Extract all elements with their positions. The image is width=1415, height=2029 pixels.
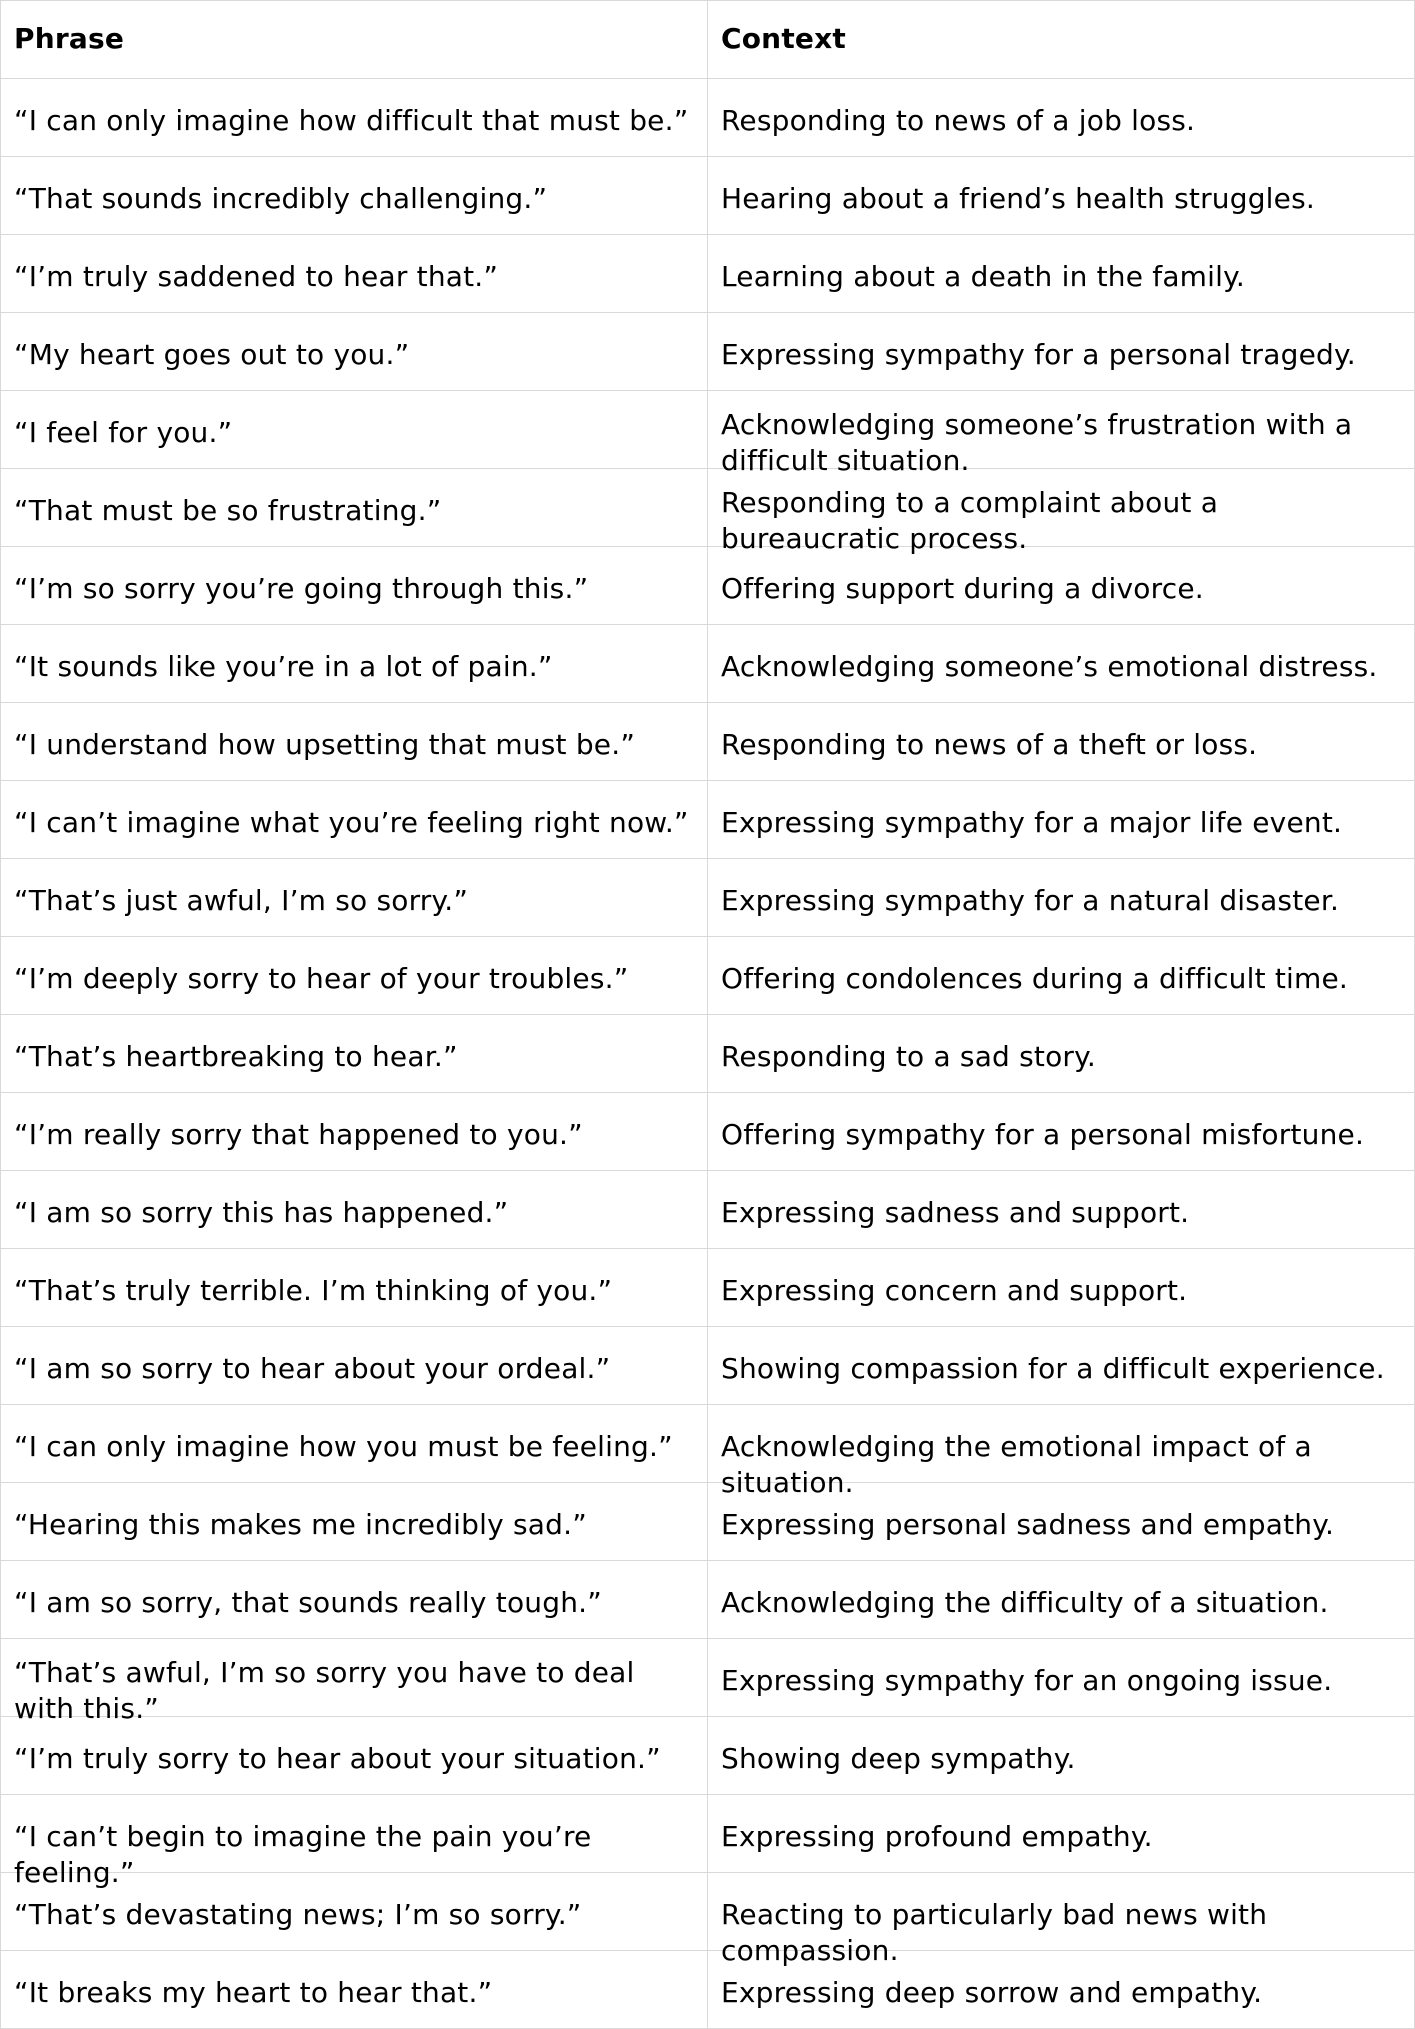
phrase-cell <box>1 625 708 703</box>
phrase-text: “That must be so frustrating.” <box>14 494 442 527</box>
context-cell <box>708 313 1415 391</box>
phrase-cell <box>1 1795 708 1889</box>
table-row <box>1 1951 1415 2029</box>
context-cell <box>708 1171 1415 1249</box>
phrase-cell <box>1 547 708 625</box>
table-row <box>1 1093 1415 1171</box>
context-cell <box>708 1015 1415 1093</box>
context-cell <box>708 859 1415 937</box>
phrase-cell <box>1 859 708 937</box>
table-row <box>1 157 1415 235</box>
context-cell <box>708 1717 1415 1795</box>
table-row <box>1 781 1415 859</box>
table-row <box>1 313 1415 391</box>
context-text: Hearing about a friend’s health struggles. <box>721 182 1315 215</box>
context-text: Expressing sympathy for a natural disaster. <box>721 884 1340 917</box>
phrase-cell <box>1 1639 708 1725</box>
table-row <box>1 1561 1415 1639</box>
table-row <box>1 1249 1415 1327</box>
context-cell <box>708 781 1415 859</box>
table-row <box>1 79 1415 157</box>
phrase-text: “It breaks my heart to hear that.” <box>14 1976 493 2009</box>
context-cell <box>708 391 1415 477</box>
context-text: Expressing personal sadness and empathy. <box>721 1508 1335 1541</box>
table-row <box>1 703 1415 781</box>
context-text: Responding to news of a job loss. <box>721 104 1196 137</box>
context-cell <box>708 547 1415 625</box>
context-text: Offering condolences during a difficult time. <box>721 962 1349 995</box>
table-row <box>1 391 1415 469</box>
table-row <box>1 937 1415 1015</box>
context-text: Acknowledging someone’s emotional distress. <box>721 650 1378 683</box>
phrase-cell <box>1 469 708 547</box>
phrase-text: “That’s truly terrible. I’m thinking of you.” <box>14 1274 613 1307</box>
context-cell <box>708 1561 1415 1639</box>
context-cell <box>708 79 1415 157</box>
context-text: Acknowledging the difficulty of a situation. <box>721 1586 1329 1619</box>
table-row <box>1 1327 1415 1405</box>
table-row <box>1 1483 1415 1561</box>
table-row <box>1 1873 1415 1951</box>
table-row <box>1 1171 1415 1249</box>
context-text: Showing deep sympathy. <box>721 1742 1076 1775</box>
phrase-text: “I’m truly sorry to hear about your situation.” <box>14 1742 661 1775</box>
phrase-cell <box>1 1483 708 1561</box>
context-text: Expressing sympathy for a personal tragedy. <box>721 338 1356 371</box>
phrase-cell <box>1 1951 708 2029</box>
context-text: Reacting to particularly bad news with compassion. <box>721 1898 1268 1967</box>
context-cell <box>708 157 1415 235</box>
phrase-text: “I am so sorry this has happened.” <box>14 1196 509 1229</box>
context-text: Expressing concern and support. <box>721 1274 1188 1307</box>
phrase-cell <box>1 703 708 781</box>
table-row <box>1 547 1415 625</box>
phrase-cell <box>1 235 708 313</box>
header-phrase-label: Phrase <box>14 22 125 55</box>
phrase-cell <box>1 1561 708 1639</box>
header-phrase <box>1 1 708 79</box>
phrase-cell <box>1 937 708 1015</box>
phrase-text: “I feel for you.” <box>14 416 233 449</box>
context-text: Offering support during a divorce. <box>721 572 1204 605</box>
context-cell <box>708 1405 1415 1499</box>
table-row <box>1 1405 1415 1483</box>
table-row <box>1 1717 1415 1795</box>
phrase-text: “I’m deeply sorry to hear of your troubles.” <box>14 962 629 995</box>
phrase-cell <box>1 391 708 469</box>
phrase-cell <box>1 1093 708 1171</box>
context-text: Learning about a death in the family. <box>721 260 1245 293</box>
phrase-text: “It sounds like you’re in a lot of pain.” <box>14 650 553 683</box>
context-cell <box>708 703 1415 781</box>
phrase-text: “That’s heartbreaking to hear.” <box>14 1040 458 1073</box>
context-cell <box>708 1873 1415 1967</box>
phrase-cell <box>1 1717 708 1795</box>
phrase-text: “I am so sorry to hear about your ordeal.” <box>14 1352 611 1385</box>
context-text: Showing compassion for a difficult experience. <box>721 1352 1385 1385</box>
phrase-text: “I understand how upsetting that must be.” <box>14 728 636 761</box>
phrase-text: “That sounds incredibly challenging.” <box>14 182 548 215</box>
phrase-cell <box>1 781 708 859</box>
context-text: Expressing profound empathy. <box>721 1820 1153 1853</box>
phrase-text: “I am so sorry, that sounds really tough.” <box>14 1586 602 1619</box>
phrase-cell <box>1 1249 708 1327</box>
context-cell <box>708 1249 1415 1327</box>
context-text: Responding to a complaint about a bureaucratic process. <box>721 486 1219 555</box>
phrase-cell <box>1 1327 708 1405</box>
context-text: Acknowledging the emotional impact of a situation. <box>721 1430 1312 1499</box>
phrase-cell <box>1 157 708 235</box>
context-text: Expressing sympathy for an ongoing issue. <box>721 1664 1333 1697</box>
table-row <box>1 1015 1415 1093</box>
phrase-text: “That’s devastating news; I’m so sorry.” <box>14 1898 582 1931</box>
context-cell <box>708 1327 1415 1405</box>
table-row <box>1 625 1415 703</box>
context-cell <box>708 1795 1415 1873</box>
phrase-text: “I can’t begin to imagine the pain you’re feeling.” <box>14 1820 592 1889</box>
context-cell <box>708 625 1415 703</box>
phrase-text: “I can only imagine how you must be feeling.” <box>14 1430 673 1463</box>
phrase-text: “I’m really sorry that happened to you.” <box>14 1118 583 1151</box>
context-cell <box>708 937 1415 1015</box>
table-row <box>1 1795 1415 1873</box>
context-text: Expressing deep sorrow and empathy. <box>721 1976 1263 2009</box>
context-text: Responding to news of a theft or loss. <box>721 728 1258 761</box>
context-text: Offering sympathy for a personal misfortune. <box>721 1118 1365 1151</box>
header-context-label: Context <box>721 22 846 55</box>
table-row <box>1 859 1415 937</box>
phrase-cell <box>1 1405 708 1483</box>
phrase-text: “I can’t imagine what you’re feeling right now.” <box>14 806 689 839</box>
context-text: Acknowledging someone’s frustration with a difficult situation. <box>721 408 1353 477</box>
context-cell <box>708 469 1415 555</box>
context-cell <box>708 235 1415 313</box>
context-text: Expressing sadness and support. <box>721 1196 1190 1229</box>
table-row <box>1 1639 1415 1717</box>
header-context <box>708 1 1415 79</box>
context-text: Expressing sympathy for a major life event. <box>721 806 1343 839</box>
phrase-text: “Hearing this makes me incredibly sad.” <box>14 1508 587 1541</box>
table-header-row <box>1 1 1415 79</box>
phrase-text: “I’m truly saddened to hear that.” <box>14 260 499 293</box>
phrase-cell <box>1 79 708 157</box>
context-cell <box>708 1639 1415 1717</box>
phrase-text: “I’m so sorry you’re going through this.” <box>14 572 589 605</box>
context-text: Responding to a sad story. <box>721 1040 1097 1073</box>
phrase-cell <box>1 1171 708 1249</box>
table-row <box>1 469 1415 547</box>
phrase-cell <box>1 313 708 391</box>
phrase-text: “That’s awful, I’m so sorry you have to deal with this.” <box>14 1656 635 1725</box>
phrase-text: “My heart goes out to you.” <box>14 338 410 371</box>
phrase-text: “That’s just awful, I’m so sorry.” <box>14 884 469 917</box>
phrase-cell <box>1 1015 708 1093</box>
phrase-text: “I can only imagine how difficult that must be.” <box>14 104 689 137</box>
table-row <box>1 235 1415 313</box>
context-cell <box>708 1093 1415 1171</box>
